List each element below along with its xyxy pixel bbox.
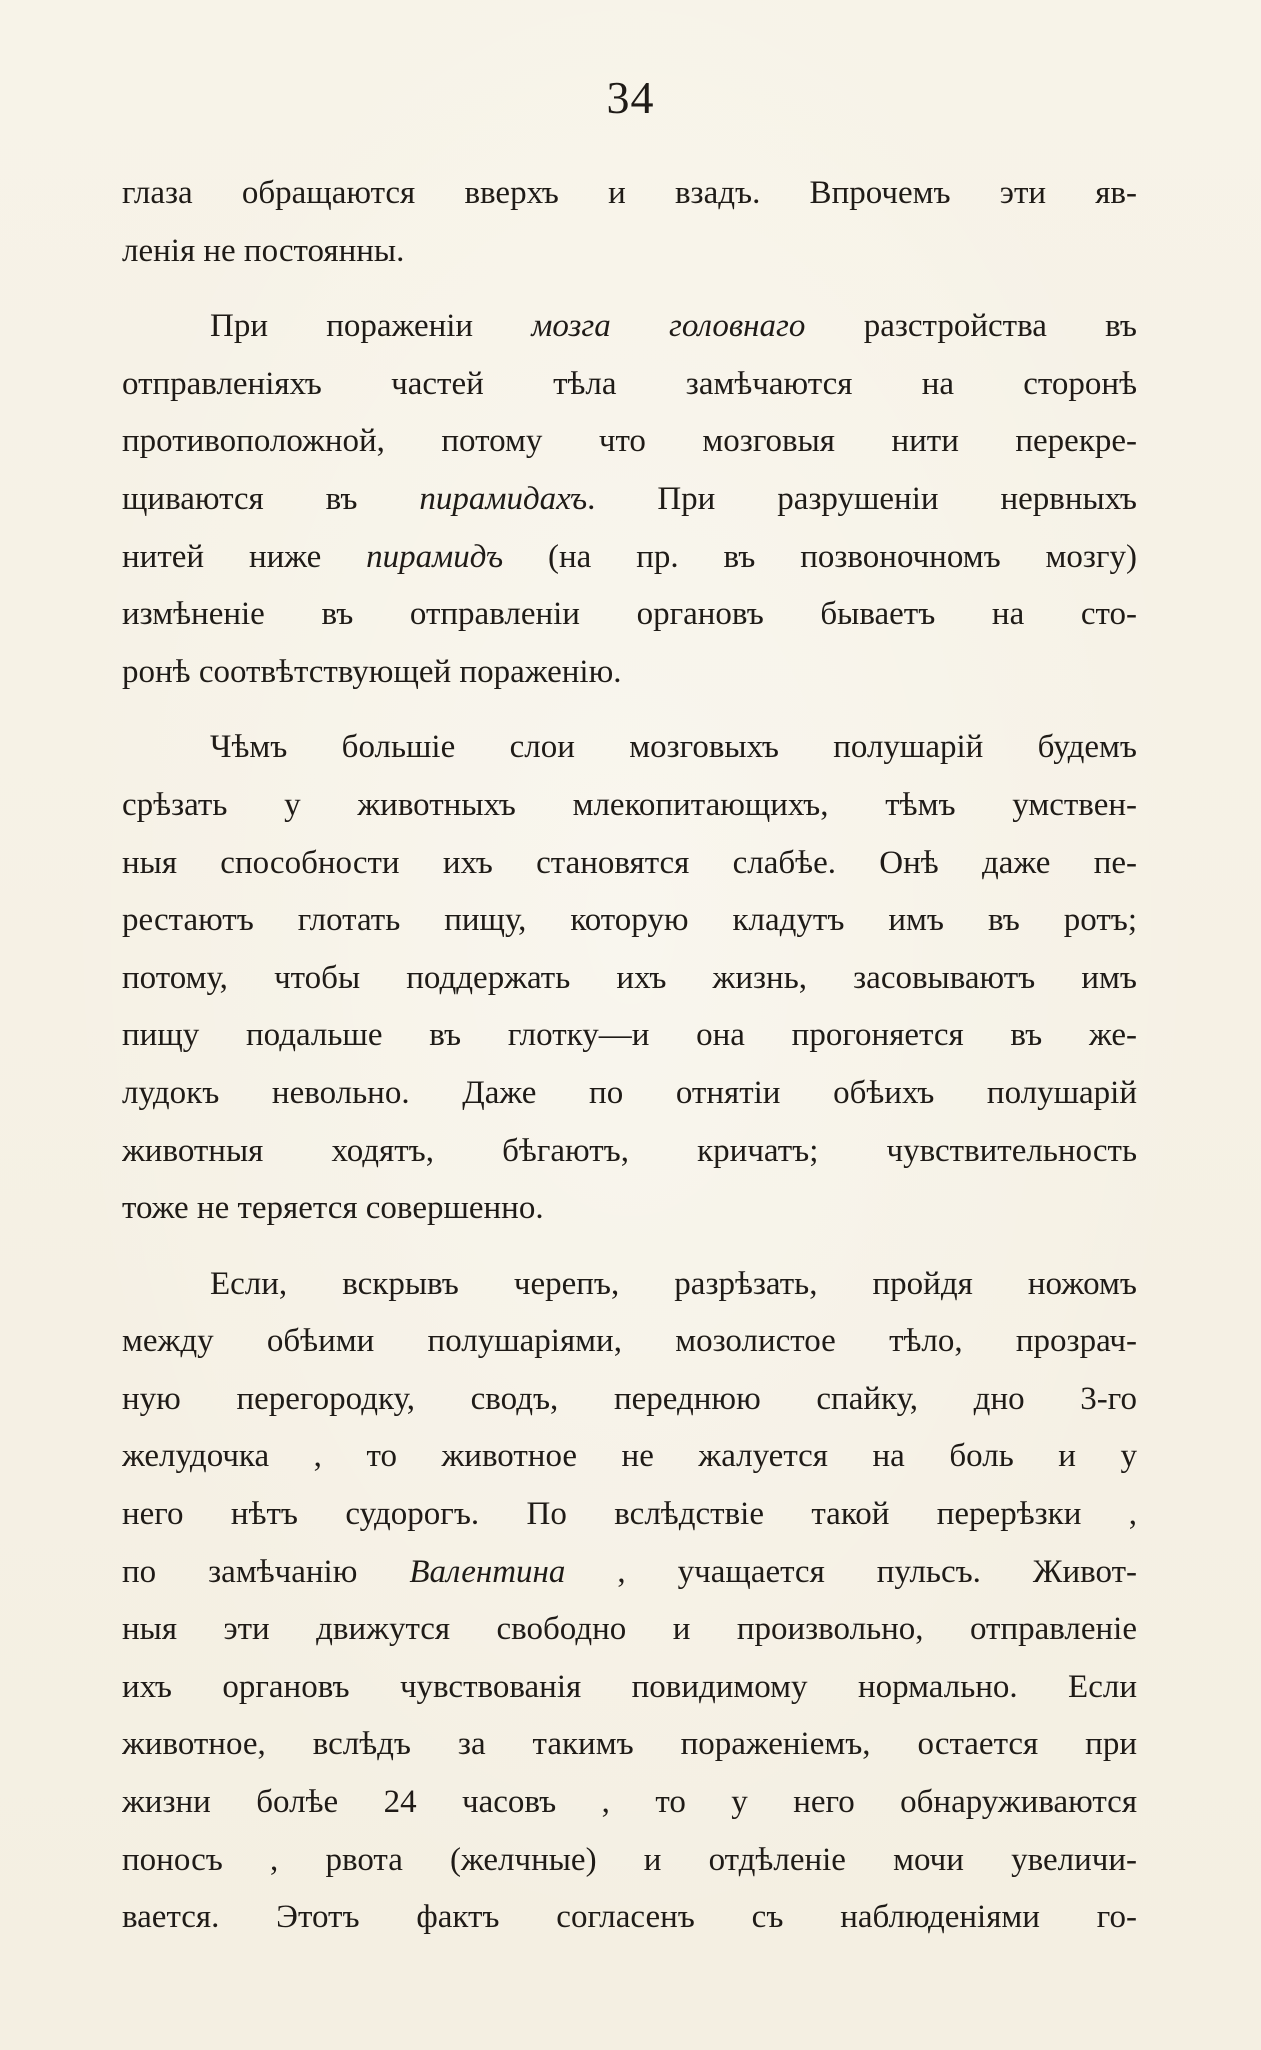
- italic-term: мозга головнаго: [531, 308, 806, 345]
- text-line: жизни болѣе 24 часовъ , то у него обнаруживаются: [122, 1784, 1137, 1821]
- text-line: ронѣ соотвѣтствующей пораженію.: [122, 653, 622, 690]
- text-line: потому, чтобы поддержать ихъ жизнь, засовываютъ имъ: [122, 959, 1137, 996]
- text-line: желудочка , то животное не жалуется на боль и у: [122, 1438, 1137, 1475]
- italic-term: Валентина: [409, 1553, 566, 1590]
- text-line: животныя ходятъ, бѣгаютъ, кричатъ; чувствительность: [122, 1132, 1137, 1169]
- text-line: щиваются въ пирамидахъ. При разрушеніи нервныхъ: [122, 480, 1137, 517]
- paragraph-3: [122, 719, 1137, 1237]
- text-line: ихъ органовъ чувствованія повидимому нормально. Если: [122, 1668, 1137, 1705]
- text-line: нитей ниже пирамидъ (на пр. въ позвоночномъ мозгу): [122, 538, 1137, 575]
- page-number: 34: [606, 72, 655, 123]
- text-line: Если, вскрывъ черепъ, разрѣзать, пройдя ножомъ: [210, 1265, 1137, 1302]
- italic-term: пирамидахъ: [419, 480, 588, 517]
- italic-term: пирамидъ: [366, 538, 504, 575]
- text-line: рестаютъ глотать пищу, которую кладутъ имъ въ ротъ;: [122, 902, 1137, 939]
- text-line: поносъ , рвота (желчные) и отдѣленіе мочи увеличи-: [122, 1841, 1137, 1878]
- text-line: Чѣмъ большіе слои мозговыхъ полушарій будемъ: [210, 729, 1137, 766]
- text-line: пищу подальше въ глотку—и она прогоняется въ же-: [122, 1017, 1137, 1054]
- text-line: между обѣими полушаріями, мозолистое тѣло, прозрач-: [122, 1323, 1137, 1360]
- text-line: ную перегородку, сводъ, переднюю спайку, дно 3-го: [122, 1380, 1137, 1417]
- paragraph-2: [122, 298, 1137, 701]
- text-line: ныя способности ихъ становятся слабѣе. Онѣ даже пе-: [122, 844, 1137, 881]
- text-line: противоположной, потому что мозговыя нити перекре-: [122, 423, 1137, 460]
- text-line: животное, вслѣдъ за такимъ пораженіемъ, остается при: [122, 1726, 1137, 1763]
- text-line: тоже не теряется совершенно.: [122, 1190, 544, 1227]
- text-line: При пораженіи мозга головнаго разстройства въ: [210, 308, 1137, 345]
- text-line: срѣзать у животныхъ млекопитающихъ, тѣмъ умствен-: [122, 786, 1137, 823]
- body-text: [122, 165, 1137, 1947]
- text-line: ленія не постоянны.: [122, 232, 405, 269]
- text-line: ныя эти движутся свободно и произвольно, отправленіе: [122, 1611, 1137, 1648]
- text-line: отправленіяхъ частей тѣла замѣчаются на сторонѣ: [122, 365, 1137, 402]
- paragraph-1: [122, 165, 1137, 280]
- text-line: измѣненіе въ отправленіи органовъ бываетъ на сто-: [122, 596, 1137, 633]
- text-line: глаза обращаются вверхъ и взадъ. Впрочемъ эти яв-: [122, 175, 1137, 211]
- text-line: лудокъ невольно. Даже по отнятіи обѣихъ полушарій: [122, 1074, 1137, 1111]
- paragraph-4: [122, 1256, 1137, 1947]
- text-line: вается. Этотъ фактъ согласенъ съ наблюденіями го-: [122, 1899, 1137, 1936]
- text-line: по замѣчанію Валентина , учащается пульсъ. Живот-: [122, 1553, 1137, 1590]
- text-line: него нѣтъ судорогъ. По вслѣдствіе такой перерѣзки ,: [122, 1496, 1137, 1533]
